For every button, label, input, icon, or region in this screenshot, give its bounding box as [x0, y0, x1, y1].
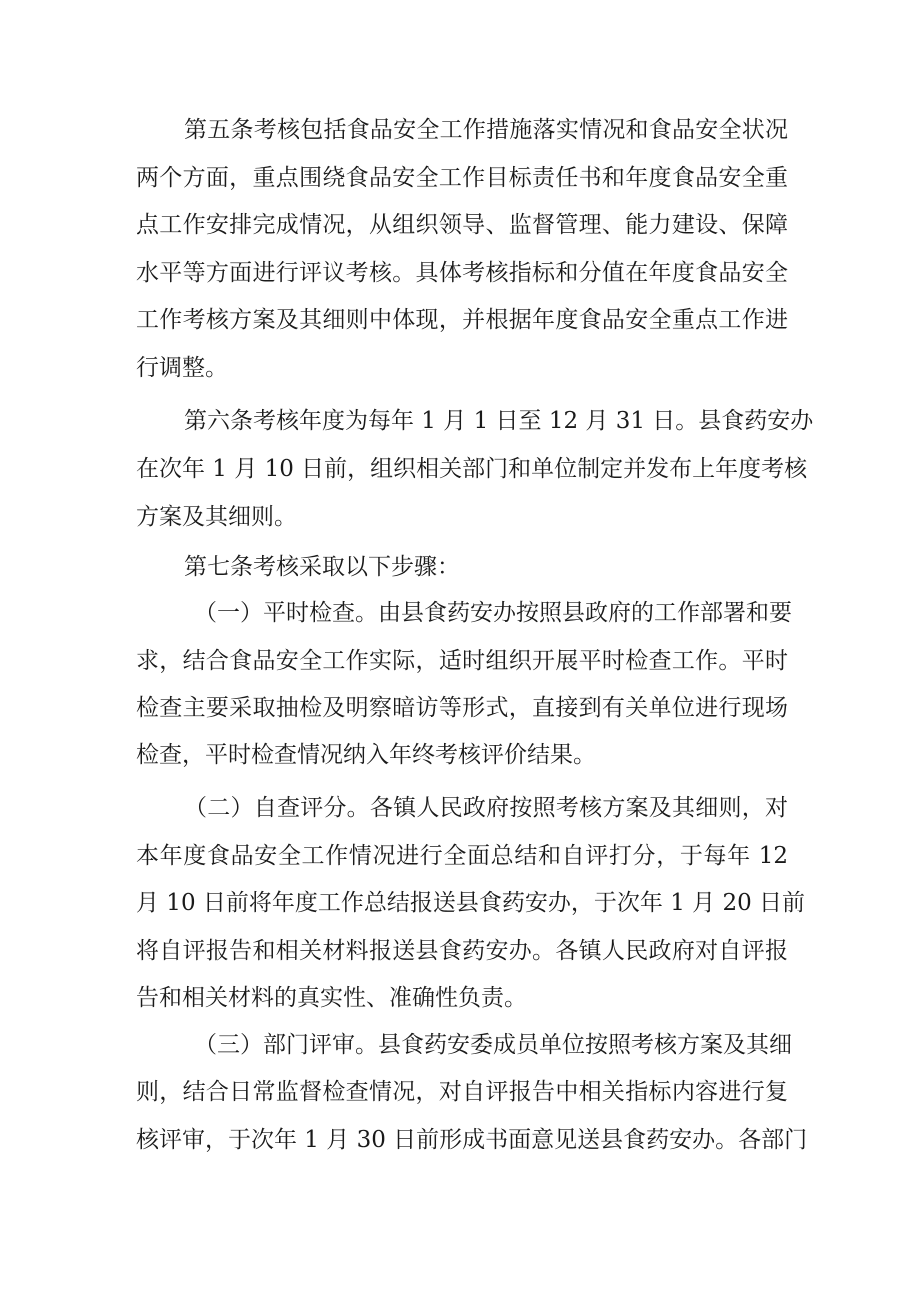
step-1-line-4: 检查，平时检查情况纳入年终考核评价结果。 — [136, 742, 596, 768]
article-5-line-6: 行调整。 — [136, 355, 228, 381]
step-2-line-2: 本年度食品安全工作情况进行全面总结和自评打分，于每年 12 — [136, 843, 788, 869]
article-6-line-2: 在次年 1 月 10 日前，组织相关部门和单位制定并发布上年度考核 — [136, 456, 808, 482]
step-2-line-5: 告和相关材料的真实性、准确性负责。 — [136, 985, 527, 1011]
article-5-line-4: 水平等方面进行评议考核。具体考核指标和分值在年度食品安全 — [136, 260, 788, 286]
article-5-line-5: 工作考核方案及其细则中体现，并根据年度食品安全重点工作进 — [136, 307, 788, 333]
step-2-line-4: 将自评报告和相关材料报送县食药安办。各镇人民政府对自评报 — [136, 938, 788, 964]
article-6-line-3: 方案及其细则。 — [136, 504, 297, 530]
step-1-line-3: 检查主要采取抽检及明察暗访等形式，直接到有关单位进行现场 — [136, 695, 788, 721]
step-1-line-2: 求，结合食品安全工作实际，适时组织开展平时检查工作。平时 — [136, 648, 788, 674]
article-6-line-1: 第六条考核年度为每年 1 月 1 日至 12 月 31 日。县食药安办 — [184, 408, 814, 434]
article-7-heading: 第七条考核采取以下步骤： — [184, 554, 460, 580]
article-5-line-2: 两个方面，重点围绕食品安全工作目标责任书和年度食品安全重 — [136, 165, 788, 191]
step-2-line-1: （二）自查评分。各镇人民政府按照考核方案及其细则，对 — [184, 795, 788, 821]
step-3-line-3: 核评审，于次年 1 月 30 日前形成书面意见送县食药安办。各部门 — [136, 1127, 808, 1153]
step-2-line-3: 月 10 日前将年度工作总结报送县食药安办，于次年 1 月 20 日前 — [136, 890, 806, 916]
step-3-line-1: （三）部门评审。县食药安委成员单位按照考核方案及其细 — [194, 1032, 792, 1058]
article-5-line-1: 第五条考核包括食品安全工作措施落实情况和食品安全状况 — [184, 117, 788, 143]
step-1-line-1: （一）平时检查。由县食药安办按照县政府的工作部署和要 — [194, 600, 792, 626]
article-5-line-3: 点工作安排完成情况，从组织领导、监督管理、能力建设、保障 — [136, 212, 788, 238]
step-3-line-2: 则，结合日常监督检查情况，对自评报告中相关指标内容进行复 — [136, 1079, 788, 1105]
